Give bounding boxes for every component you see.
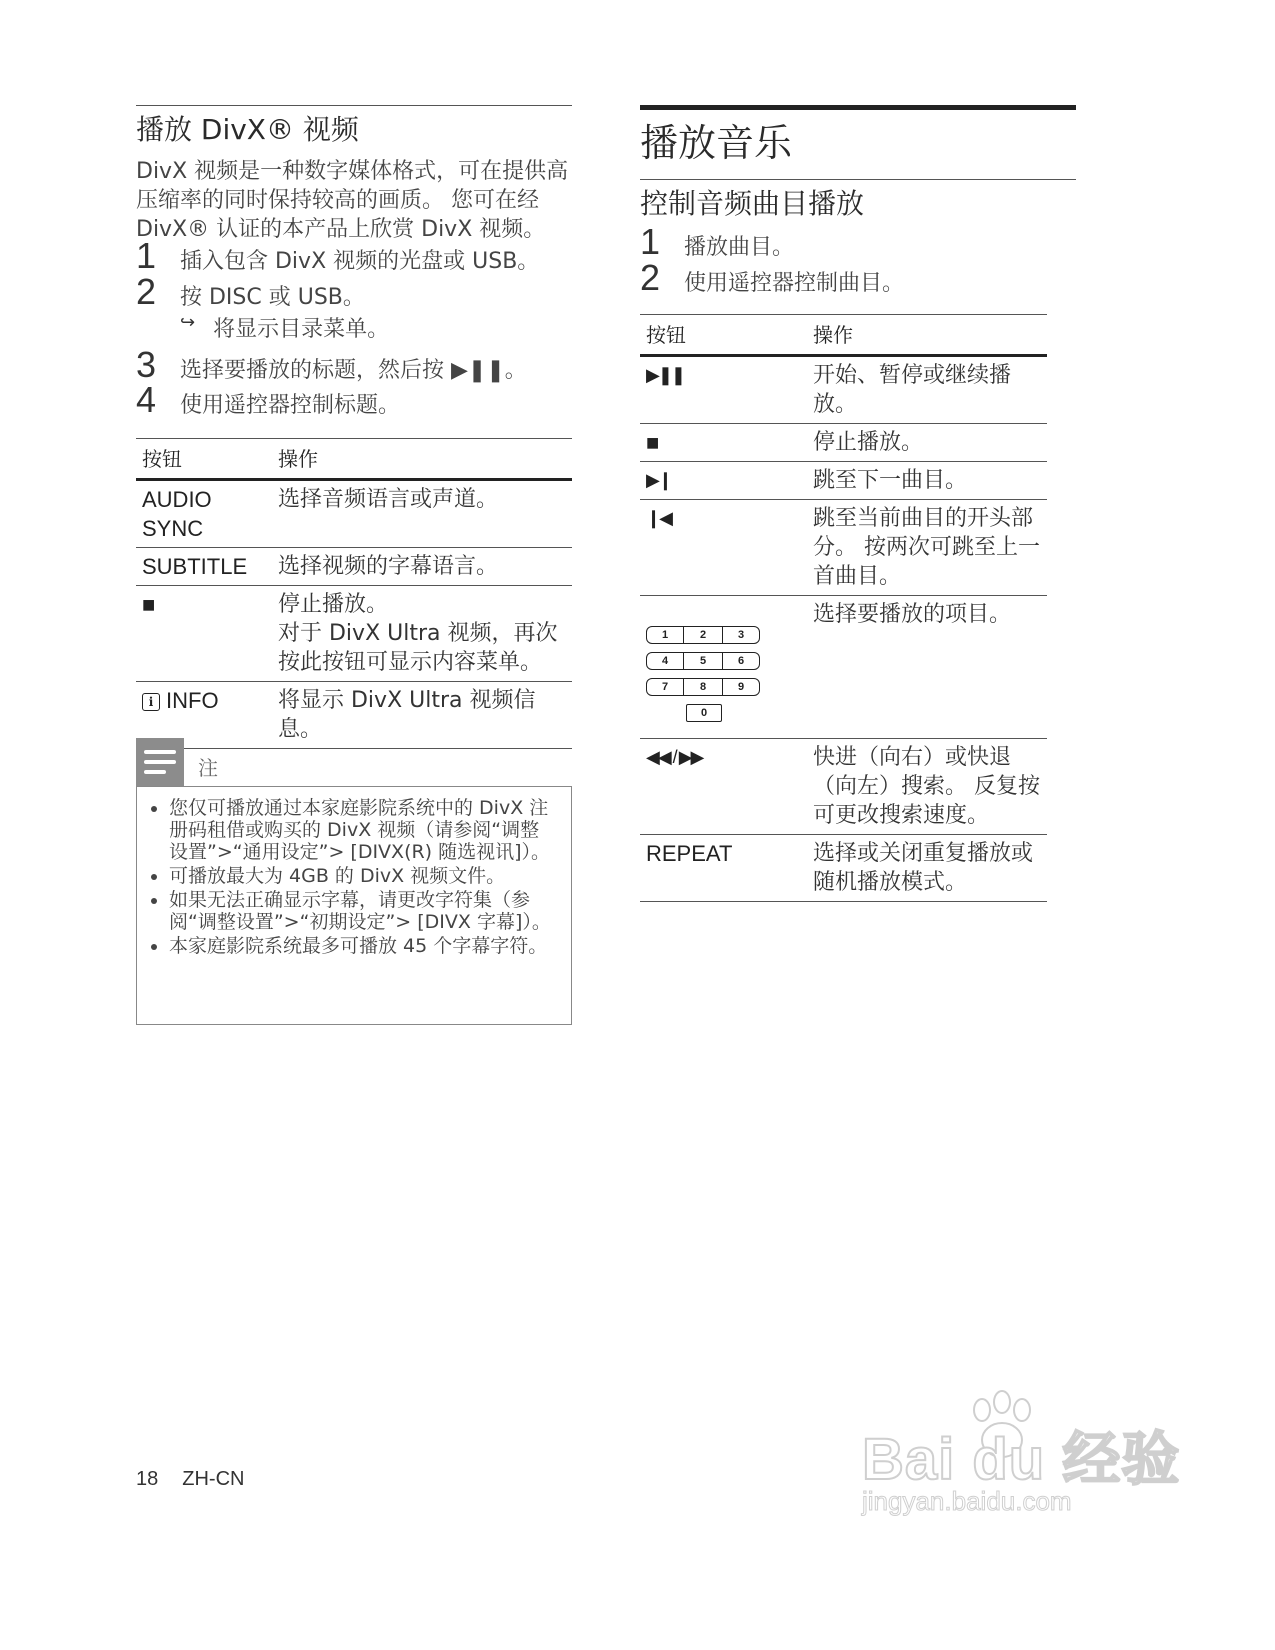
step-3 [136,344,527,386]
step-text: 按 DISC 或 USB。 [180,285,365,310]
step-number: 3 [136,344,157,385]
action-cell: 选择音频语言或声道。 [272,480,572,548]
step-2-result-text: 将显示目录菜单。 [213,317,390,342]
table-row [640,462,1047,500]
previous-track-icon: ❙◀ [640,500,807,596]
page-title: 播放音乐 [640,121,793,165]
col-header-action: 操作 [807,315,1047,356]
step-number: 1 [640,221,661,262]
action-cell: 停止播放。 [807,424,1047,462]
table-row [640,739,1047,835]
action-cell: 选择视频的字幕语言。 [272,548,572,586]
table-row [640,424,1047,462]
step-text: 插入包含 DivX 视频的光盘或 USB。 [180,249,540,274]
step-4 [136,379,401,421]
key-6: 6 [722,652,760,670]
list-item: • 您仅可播放通过本家庭影院系统中的 DivX 注册码租借或购买的 DivX 视频（请参阅“调整设置”>“通用设定”> [DIVX(R) 随选视讯]）。 [169,797,557,863]
right-sub-rule [640,179,1076,180]
col-header-action: 操作 [272,439,572,480]
action-cell: 快进（向右）或快退（向左）搜索。 反复按可更改搜索速度。 [807,739,1047,835]
key-0: 0 [686,704,722,722]
list-item: • 如果无法正确显示字幕，请更改字符集（参阅“调整设置”>“初期设定”> [DIVX 字幕]）。 [169,889,557,933]
key-8: 8 [684,678,722,696]
action-cell: 选择或关闭重复播放或随机播放模式。 [807,835,1047,902]
step-text: 使用遥控器控制曲目。 [684,271,905,296]
col-header-button: 按钮 [136,439,272,480]
button-cell [640,596,807,739]
key-2: 2 [684,626,722,644]
play-pause-icon: ▶❚❚ [640,356,807,424]
action-cell: 开始、暂停或继续播放。 [807,356,1047,424]
info-icon: i [142,693,160,711]
stop-icon: ■ [640,424,807,462]
table-row [136,586,572,682]
watermark-brand: Bai du 经验 [862,1427,1181,1492]
step-number: 2 [640,257,661,298]
key-3: 3 [722,626,760,644]
step-1 [640,221,795,263]
button-cell: SUBTITLE [136,548,272,586]
button-cell: REPEAT [640,835,807,902]
table-row [640,835,1047,902]
key-5: 5 [684,652,722,670]
audio-button-table [640,314,1047,902]
divx-intro: DivX 视频是一种数字媒体格式，可在提供高压缩率的同时保持较高的画质。 您可在经 DivX® 认证的本产品上欣赏 DivX 视频。 [136,159,569,242]
watermark-url: jingyan.baidu.com [862,1486,1072,1516]
step-2 [136,271,365,313]
left-top-rule [136,105,572,106]
stop-icon: ■ [136,586,272,682]
note-label: 注 [198,755,218,780]
step-text: 选择要播放的标题，然后按 ▶❚❚。 [180,358,527,383]
table-row [136,548,572,586]
table-header-row [136,439,572,480]
right-top-rule [640,105,1076,110]
note-list [137,787,571,967]
note-header [136,738,218,786]
button-label: INFO [166,688,219,713]
step-text: 使用遥控器控制标题。 [180,393,401,418]
section-heading-divx: 播放 DivX® 视频 [136,113,359,146]
action-cell: 将显示 DivX Ultra 视频信息。 [272,682,572,749]
rewind-forward-icon: ◀◀ / ▶▶ [640,739,807,835]
action-cell: 跳至当前曲目的开头部分。 按两次可跳至上一首曲目。 [807,500,1047,596]
table-row [640,356,1047,424]
table-row [640,596,1047,739]
col-header-button: 按钮 [640,315,807,356]
step-1 [136,235,540,277]
step-number: 1 [136,235,157,276]
action-line: 停止播放。 [278,592,389,617]
page-footer [136,1468,244,1491]
action-cell: 选择要播放的项目。 [807,596,1047,739]
button-cell: AUDIO SYNC [136,480,272,548]
action-cell: 跳至下一曲目。 [807,462,1047,500]
divx-button-table [136,438,572,749]
note-icon [136,738,184,786]
note-box [136,786,572,1025]
section-heading-audio: 控制音频曲目播放 [640,187,865,220]
result-arrow-icon: ↪ [180,312,196,333]
action-cell [272,586,572,682]
list-item: • 本家庭影院系统最多可播放 45 个字幕字符。 [169,935,557,957]
table-row [640,500,1047,596]
language-code: ZH-CN [182,1468,245,1490]
baidu-watermark [862,1384,1181,1524]
key-9: 9 [722,678,760,696]
step-number: 2 [136,271,157,312]
step-text: 播放曲目。 [684,235,795,260]
next-track-icon: ▶❙ [640,462,807,500]
key-7: 7 [646,678,684,696]
table-header-row [640,315,1047,356]
list-item: • 可播放最大为 4GB 的 DivX 视频文件。 [169,865,557,887]
numeric-keypad-icon [646,626,801,722]
page-number: 18 [136,1468,159,1490]
action-line: 对于 DivX Ultra 视频，再次按此按钮可显示内容菜单。 [278,621,558,675]
step-2-result [180,312,389,343]
step-number: 4 [136,379,157,420]
key-1: 1 [646,626,684,644]
table-row [136,480,572,548]
step-2 [640,257,905,299]
key-4: 4 [646,652,684,670]
